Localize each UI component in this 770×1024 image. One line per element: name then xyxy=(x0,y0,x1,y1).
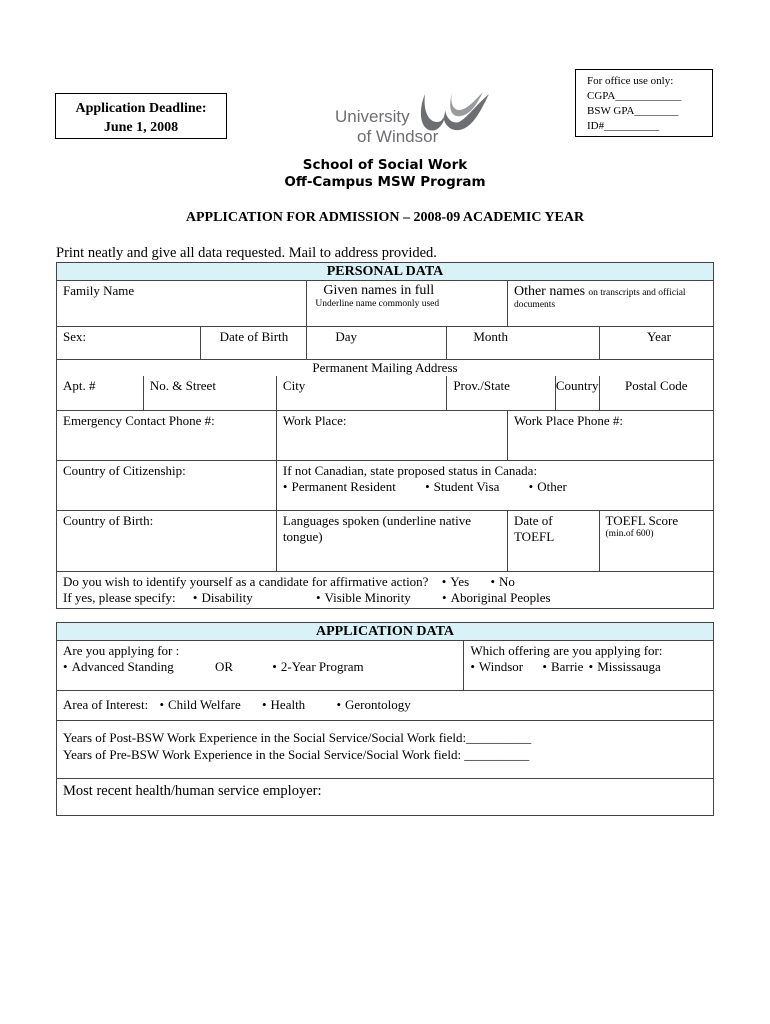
specify-label: If yes, please specify: xyxy=(63,589,176,605)
street-field[interactable] xyxy=(143,376,276,410)
toefl-score-field[interactable] xyxy=(599,510,713,571)
advanced-standing-option[interactable]: • Advanced Standing xyxy=(63,659,174,674)
street-label: No. & Street xyxy=(149,378,216,393)
workplace-phone-label: Work Place Phone #: xyxy=(513,412,624,428)
offering-mississauga-option[interactable]: • Mississauga xyxy=(589,659,661,674)
languages-field[interactable] xyxy=(276,510,507,571)
prov-field[interactable] xyxy=(447,376,556,410)
program-name: Off-Campus MSW Program xyxy=(284,174,486,190)
affirmative-no-option[interactable]: • No xyxy=(490,574,514,589)
workplace-field[interactable] xyxy=(276,410,507,460)
family-name-field[interactable] xyxy=(57,281,307,327)
offering-question: Which offering are you applying for: xyxy=(470,643,663,658)
city-label: City xyxy=(282,378,306,393)
birth-country-label: Country of Birth: xyxy=(63,512,154,528)
area-of-interest-cell xyxy=(57,691,714,721)
sex-label: Sex: xyxy=(63,329,87,344)
sex-field[interactable] xyxy=(57,327,201,360)
country-label: Country xyxy=(555,378,599,393)
other-names-note-a: on transcripts and official xyxy=(588,288,686,298)
offering-barrie-option[interactable]: • Barrie xyxy=(542,659,583,674)
country-field[interactable] xyxy=(555,376,599,410)
workplace-label: Work Place: xyxy=(282,412,347,428)
family-name-label: Family Name xyxy=(63,283,135,298)
application-data-heading: APPLICATION DATA xyxy=(57,623,714,641)
office-id: ID#__________ xyxy=(587,120,660,132)
given-names-label: Given names in full xyxy=(323,283,435,298)
logo-text-windsor: of Windsor xyxy=(357,127,439,146)
applying-for-label: Are you applying for : xyxy=(63,643,180,658)
interest-label: Area of Interest: xyxy=(63,697,149,712)
logo-mark-icon xyxy=(333,80,493,146)
given-names-note: Underline name commonly used xyxy=(315,299,440,309)
recent-employer-label: Most recent health/human service employer: xyxy=(63,783,322,799)
day-label: Day xyxy=(335,329,358,344)
interest-child-welfare-option[interactable]: • Child Welfare xyxy=(159,697,240,712)
application-data-table xyxy=(56,622,714,816)
interest-gerontology-option[interactable]: • Gerontology xyxy=(336,697,410,712)
status-option-permanent-resident[interactable]: • Permanent Resident xyxy=(283,479,396,494)
specify-aboriginal-option[interactable]: • Aboriginal Peoples xyxy=(442,590,551,605)
post-bsw-experience-field[interactable]: Years of Post-BSW Work Experience in the Social Service/Social Work field:__________ xyxy=(63,730,532,745)
toefl-min-note: (min.of 600) xyxy=(605,528,654,539)
instructions: Print neatly and give all data requested. Mail to address provided. xyxy=(56,245,437,261)
deadline-box xyxy=(55,93,227,139)
logo-text-university: University xyxy=(335,107,410,126)
toefl-date-label-b: TOEFL xyxy=(513,528,555,544)
offering-cell xyxy=(464,641,714,691)
citizenship-label: Country of Citizenship: xyxy=(63,462,186,478)
status-option-other[interactable]: • Other xyxy=(529,479,567,494)
office-use-label: For office use only: xyxy=(587,75,674,87)
program-choice-cell xyxy=(57,641,464,691)
citizenship-field[interactable] xyxy=(57,460,277,510)
university-logo xyxy=(333,80,493,146)
status-option-student-visa[interactable]: • Student Visa xyxy=(425,479,499,494)
toefl-date-field[interactable] xyxy=(507,510,599,571)
emergency-phone-field[interactable] xyxy=(57,410,277,460)
dob-day-field[interactable] xyxy=(307,327,447,360)
two-year-program-option[interactable]: • 2-Year Program xyxy=(272,659,363,674)
toefl-score-label: TOEFL Score xyxy=(605,512,679,528)
affirmative-yes-option[interactable]: • Yes xyxy=(442,574,469,589)
given-names-field[interactable] xyxy=(307,281,508,327)
experience-cell xyxy=(57,721,714,779)
dob-year-field[interactable] xyxy=(599,327,713,360)
other-names-label: Other names xyxy=(513,284,586,299)
other-names-field[interactable] xyxy=(507,281,713,327)
or-label: OR xyxy=(214,659,234,674)
dob-month-field[interactable] xyxy=(447,327,599,360)
month-label: Month xyxy=(473,329,508,344)
office-cgpa: CGPA____________ xyxy=(587,90,682,102)
workplace-phone-field[interactable] xyxy=(507,410,713,460)
year-label: Year xyxy=(647,329,671,344)
toefl-date-label-a: Date of xyxy=(513,512,553,528)
affirmative-action-cell xyxy=(57,571,714,608)
other-names-note-b: documents xyxy=(513,300,556,310)
apt-label: Apt. # xyxy=(63,378,96,393)
prov-label: Prov./State xyxy=(453,378,510,393)
school-name: School of Social Work xyxy=(302,157,468,173)
canada-status-cell xyxy=(276,460,713,510)
mailing-address-heading xyxy=(57,360,714,377)
recent-employer-field[interactable] xyxy=(57,779,714,816)
dob-label-cell xyxy=(201,327,307,360)
specify-visible-minority-option[interactable]: • Visible Minority xyxy=(316,590,411,605)
languages-label: Languages spoken (underline native tongue) xyxy=(282,512,471,544)
dob-label: Date of Birth xyxy=(219,329,289,344)
birth-country-field[interactable] xyxy=(57,510,277,571)
program-header xyxy=(0,157,770,191)
mailing-address-label: Permanent Mailing Address xyxy=(312,360,458,375)
emergency-phone-label: Emergency Contact Phone #: xyxy=(63,412,215,428)
personal-data-table xyxy=(56,262,714,609)
deadline-date: June 1, 2008 xyxy=(103,120,179,135)
canada-status-question: If not Canadian, state proposed status in Canada: xyxy=(282,462,538,478)
personal-data-heading: PERSONAL DATA xyxy=(57,263,714,281)
interest-health-option[interactable]: • Health xyxy=(262,697,305,712)
apt-field[interactable] xyxy=(57,376,144,410)
specify-disability-option[interactable]: • Disability xyxy=(193,590,253,605)
postal-code-field[interactable] xyxy=(599,376,713,410)
affirmative-action-question: Do you wish to identify yourself as a candidate for affirmative action? xyxy=(63,573,429,589)
form-title: APPLICATION FOR ADMISSION – 2008-09 ACADEMIC YEAR xyxy=(185,210,585,225)
offering-windsor-option[interactable]: • Windsor xyxy=(470,659,523,674)
office-bsw-gpa: BSW GPA________ xyxy=(587,105,679,117)
deadline-label: Application Deadline: xyxy=(75,101,207,116)
city-field[interactable] xyxy=(276,376,446,410)
postal-code-label: Postal Code xyxy=(625,378,688,393)
pre-bsw-experience-field[interactable]: Years of Pre-BSW Work Experience in the Social Service/Social Work field: __________ xyxy=(63,747,530,762)
office-use-box xyxy=(575,69,713,137)
